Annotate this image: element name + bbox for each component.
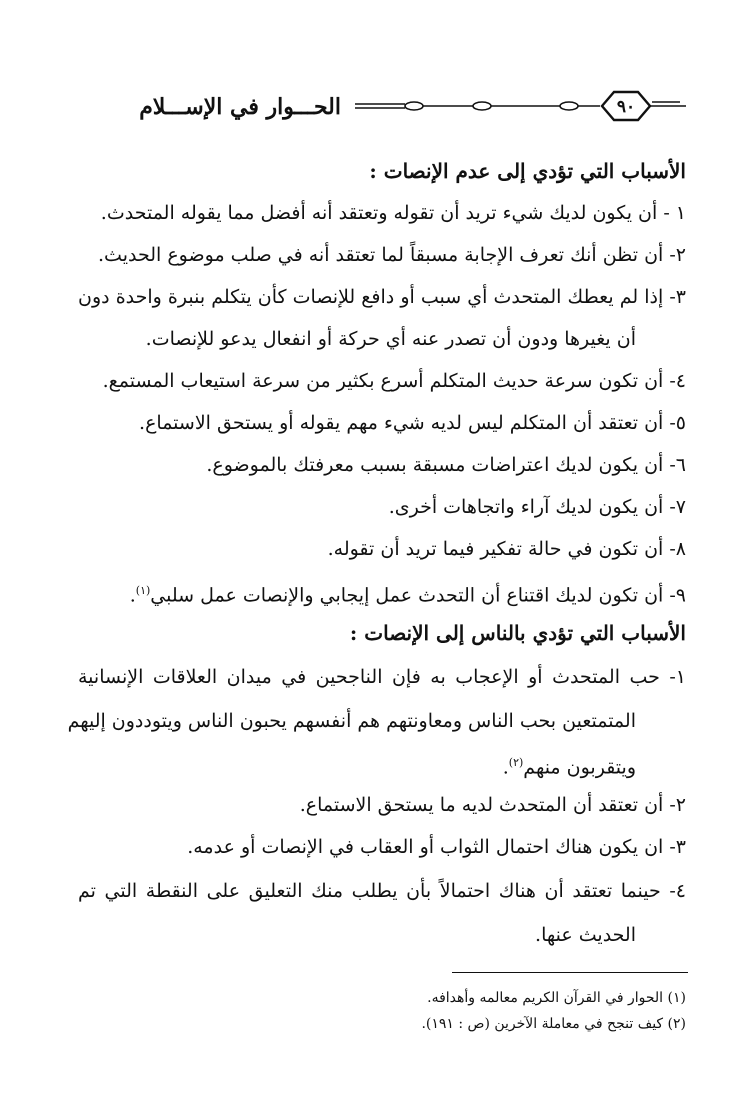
list-item: ٧- أن يكون لديك آراء واتجاهات أخرى. [388, 496, 686, 518]
header-title: الحـــوار في الإســـلام [139, 94, 341, 120]
footnote-rule [452, 972, 688, 973]
list-item-line: الحديث عنها. [535, 924, 636, 946]
list-item-line: ٣- إذا لم يعطك المتحدث أي سبب أو دافع للإنصات كأن يتكلم بنبرة واحدة دون [78, 286, 686, 308]
list-item-period: . [129, 584, 136, 607]
list-item-line [78, 742, 686, 784]
footnote: (١) الحوار في القرآن الكريم معالمه وأهدافه. [427, 990, 686, 1006]
page-number: ٩٠ [616, 97, 636, 117]
list-item: ٣- ان يكون هناك احتمال الثواب أو العقاب في الإنصات أو عدمه. [187, 836, 686, 858]
footnote-ref: (١) [135, 584, 151, 597]
list-item-line: أن يغيرها ودون أن تصدر عنه أي حركة أو انفعال يدعو للإنصات. [145, 328, 636, 350]
list-item [78, 570, 686, 612]
page-body [67, 150, 686, 956]
list-item-line: المتمتعين بحب الناس ومعاونتهم هم أنفسهم يحبون الناس ويتوددون إليهم [67, 710, 636, 732]
list-item-period: . [502, 756, 509, 779]
footnote-ref: (٢) [508, 756, 524, 769]
list-item-text: ٩- أن تكون لديك اقتناع أن التحدث عمل إيجابي والإنصات عمل سلبي [150, 584, 686, 607]
list-item: ٦- أن يكون لديك اعتراضات مسبقة بسبب معرفتك بالموضوع. [206, 454, 686, 476]
list-item [67, 654, 686, 784]
footnotes [78, 985, 686, 1037]
list-item: ٢- أن تظن أنك تعرف الإجابة مسبقاً لما تعتقد أنه في صلب موضوع الحديث. [98, 244, 686, 266]
footnote: (٢) كيف تنجح في معاملة الآخرين (ص : ١٩١). [421, 1016, 686, 1032]
list-item: ٥- أن تعتقد أن المتكلم ليس لديه شيء مهم يقوله أو يستحق الاستماع. [139, 412, 686, 434]
list-item-line: ١- حب المتحدث أو الإعجاب به فإن الناجحين في ميدان العلاقات الإنسانية [78, 666, 686, 688]
section-heading-listening: الأسباب التي تؤدي بالناس إلى الإنصات : [349, 621, 686, 645]
section-heading-not-listening: الأسباب التي تؤدي إلى عدم الإنصات : [369, 159, 686, 183]
list-item: ١ - أن يكون لديك شيء تريد أن تقوله وتعتقد أنه أفضل مما يقوله المتحدث. [100, 202, 686, 224]
list-item: ٨- أن تكون في حالة تفكير فيما تريد أن تقوله. [327, 538, 686, 560]
list-item: ٢- أن تعتقد أن المتحدث لديه ما يستحق الاستماع. [299, 794, 686, 816]
list-item [78, 868, 686, 956]
running-header [80, 88, 686, 128]
list-item-text: ويتقربون منهم [523, 756, 636, 779]
list-item [78, 276, 686, 360]
list-item-line: ٤- حينما تعتقد أن هناك احتمالاً بأن يطلب منك التعليق على النقطة التي تم [78, 880, 686, 902]
list-item: ٤- أن تكون سرعة حديث المتكلم أسرع بكثير من سرعة استيعاب المستمع. [102, 370, 686, 392]
